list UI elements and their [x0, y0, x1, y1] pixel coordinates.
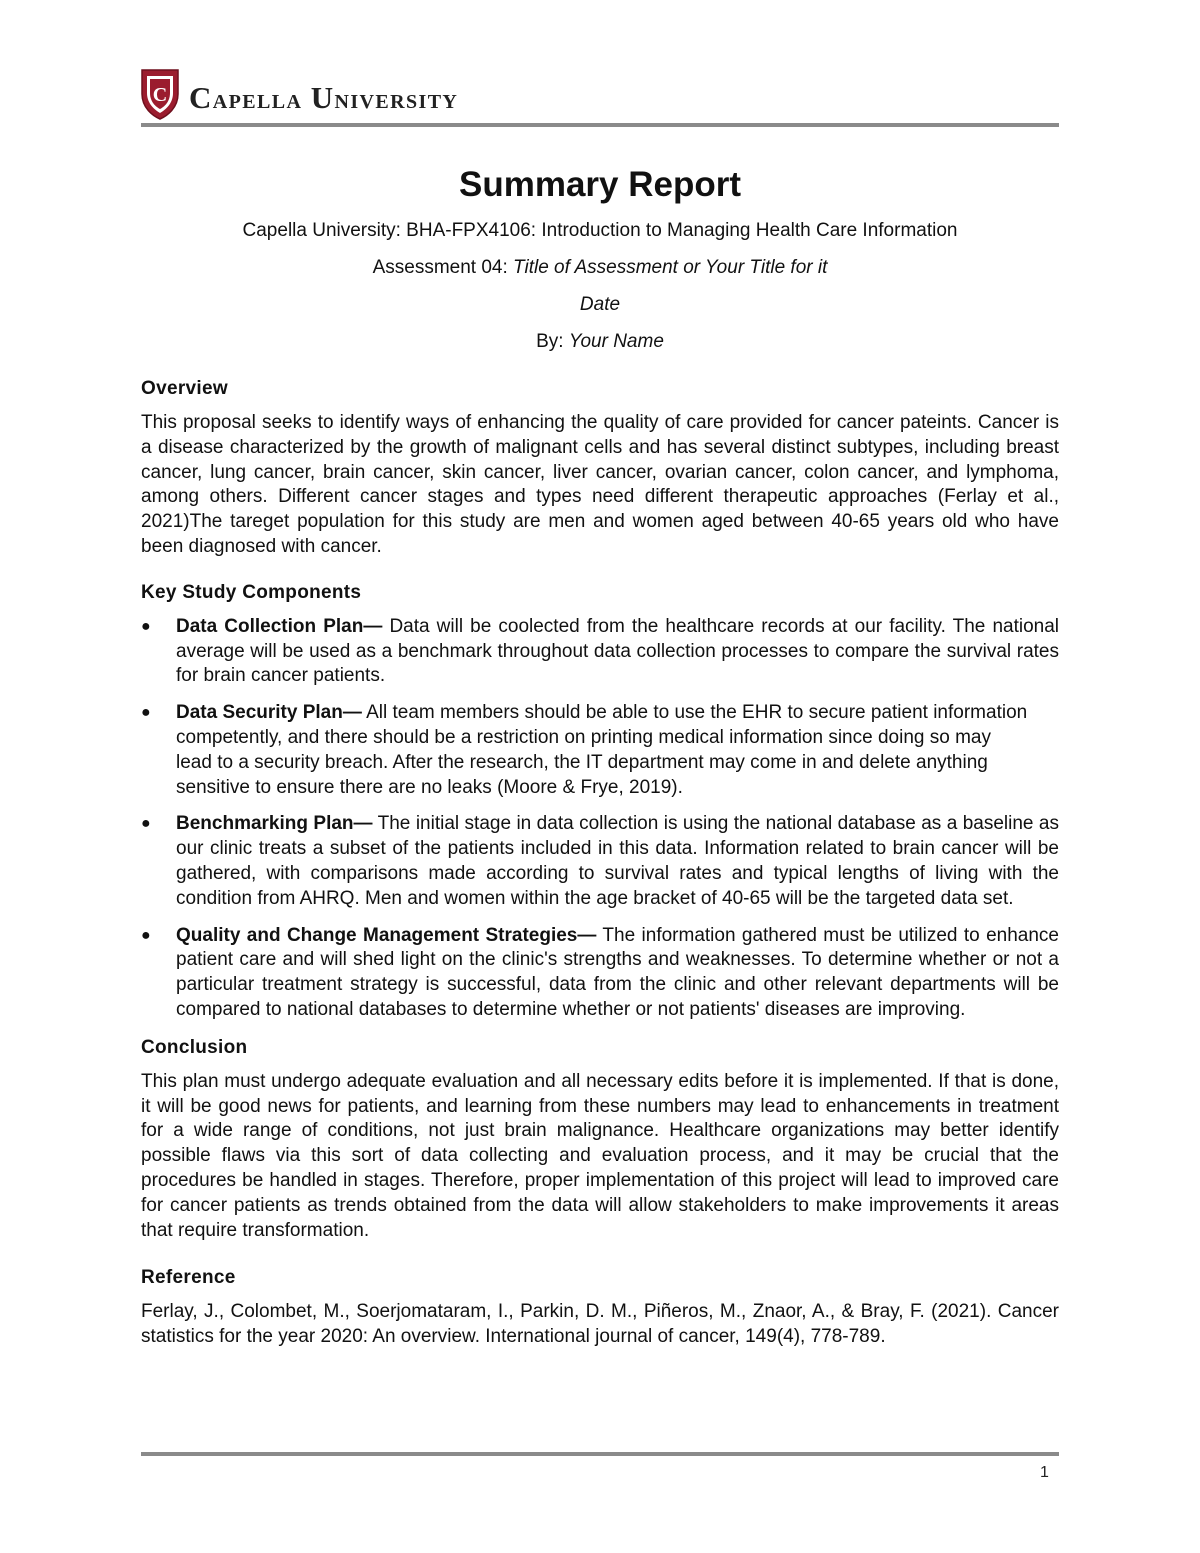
author-line: By: Your Name	[536, 331, 664, 352]
overview-heading: Overview	[141, 378, 228, 399]
page-title: Summary Report	[458, 165, 742, 204]
assessment-line: Assessment 04: Title of Assessment or Your Title for it	[372, 257, 828, 278]
assessment-title: Title of Assessment or Your Title for it	[513, 257, 828, 278]
list-item: ● Data Security Plan— All team members should be able to use the EHR to secure patient information competently, and there should be a restriction on printing medical information since doing so may lead to a security breach. After the research, the IT department may come in and delete anything sensitive to ensure there are no leaks (Moore & Frye, 2019).	[141, 702, 1028, 798]
list-item: ● Data Collection Plan— Data will be coolected from the healthcare records at our facility. The national average will be used as a benchmark throughout data collection processes to compare the survival rates for brain cancer patients.	[141, 615, 1059, 687]
document-body	[141, 165, 1059, 1350]
footer-rule	[141, 1452, 1059, 1456]
university-wordmark: Capella University	[189, 80, 459, 115]
page-header	[141, 68, 1061, 120]
bullet-icon: ●	[141, 815, 151, 833]
bullet-icon: ●	[141, 617, 151, 635]
list-item: ● Quality and Change Management Strategies— The information gathered must be utilized to enhance patient care and will shed light on the clinic's strengths and weaknesses. To determine whether or not a particular treatment strategy is successful, data from the clinic and other relevant departments will be compared to national databases to determine whether or not patients' diseases are improving.	[141, 924, 1059, 1020]
page-number: 1	[1040, 1464, 1049, 1481]
svg-text:C: C	[152, 84, 168, 106]
bullet-icon: ●	[141, 926, 151, 944]
components-heading: Key Study Components	[141, 581, 362, 603]
conclusion-paragraph: This plan must undergo adequate evaluation and all necessary edits before it is implemented. If that is done, it will be good news for patients, and learning from these numbers may lead to enhancements in treatment for a wide range of conditions, not just brain malignance. Healthcare organizations may better identify possible flaws via this sort of data collecting and evaluation process, and it may be crucial that the procedures be handled in stages. Therefore, proper implementation of this project will lead to improved care for cancer patients as trends obtained from the data will allow stakeholders to make improvements it areas that require transformation.	[141, 1070, 1059, 1241]
overview-paragraph: This proposal seeks to identify ways of enhancing the quality of care provided for cancer pateints. Cancer is a disease characterized by the growth of malignant cells and has several distinct subtypes, including breast cancer, lung cancer, brain cancer, skin cancer, liver cancer, ovarian cancer, colon cancer, and lymphoma, among others. Different cancer stages and types need different therapeutic approaches (Ferlay et al., 2021)The tareget population for this study are men and women aged between 40-65 years old who have been diagnosed with cancer.	[141, 412, 1059, 557]
date-line: Date	[579, 294, 621, 315]
list-item: ● Benchmarking Plan— The initial stage in data collection is using the national database as a baseline as our clinic treats a subset of the patients included in this data. Information related to brain cancer will be gathered, with comparisons made according to survival rates and typical lengths of living with the condition from AHRQ. Men and women within the age bracket of 40-65 will be the targeted data set.	[141, 813, 1059, 909]
reference-entry: Ferlay, J., Colombet, M., Soerjomataram, I., Parkin, D. M., Piñeros, M., Znaor, A., & Bray, F. (2021). Cancer statistics for the year 2020: An overview. International journal of cancer, 149(4), 778-789.	[141, 1301, 1059, 1348]
bullet-icon: ●	[141, 704, 151, 722]
author-name: Your Name	[568, 331, 664, 352]
reference-heading: Reference	[141, 1267, 236, 1289]
course-line: Capella University: BHA-FPX4106: Introduction to Managing Health Care Information	[242, 220, 958, 241]
conclusion-heading: Conclusion	[141, 1036, 248, 1058]
capella-shield-icon	[141, 68, 179, 120]
components-list	[141, 615, 1059, 1023]
header-rule	[141, 123, 1059, 127]
